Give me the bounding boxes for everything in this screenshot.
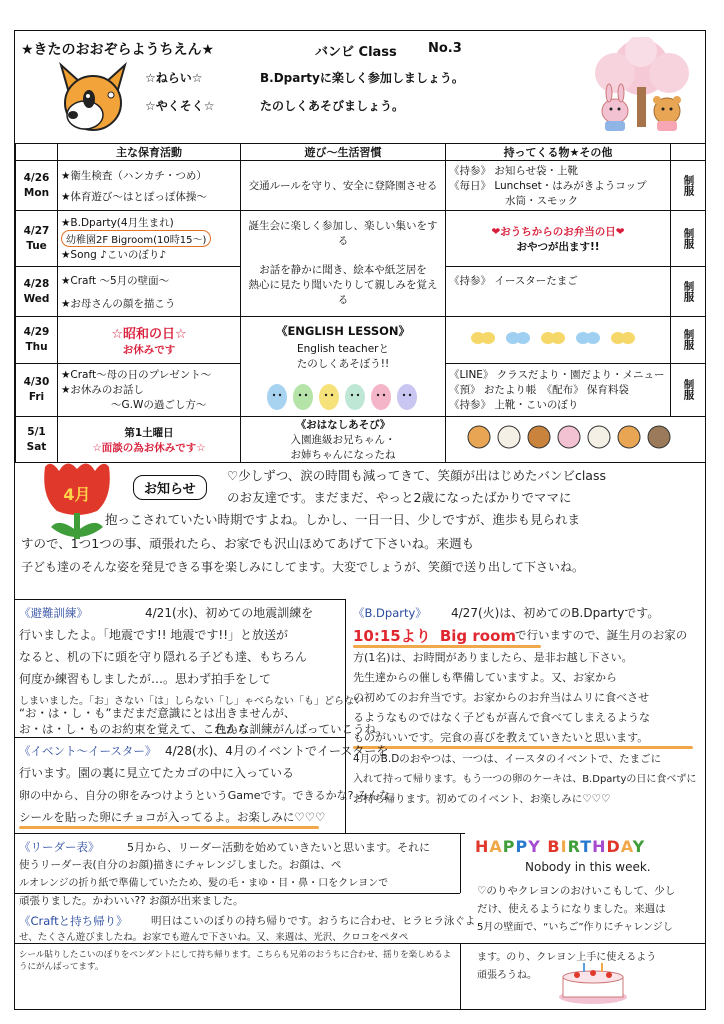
uniform-0428: 制服 <box>671 267 706 317</box>
ohanashi-cell: 《おはなしあそび》 入園進級お兄ちゃん・ お姉ちゃんになったね <box>241 417 446 463</box>
intro-line-4: すので、1つ1つの事、頑張れたら、お家でも沢山ほめてあげて下さいね。来週も <box>21 536 475 551</box>
notice-title: お知らせ <box>133 475 207 500</box>
highlight-underline <box>353 645 541 648</box>
craft-line: 明日はこいのぼりの持ち帰りです。おうちに合わせ、ヒラヒラ泳ぐよ <box>151 915 476 927</box>
reader-line: ルオレンジの折り紙で準備していたため、髪の毛・まゆ・目・鼻・口をクレヨンで <box>19 878 389 889</box>
school-title: ★きたのおおぞらようちえん★ <box>21 42 215 58</box>
drill-line: お・は・し・ものお約束を覚えて、これから <box>19 722 249 736</box>
event-tag: 《イベント～イースター》 <box>19 744 157 758</box>
month-badge: 4月 <box>63 485 91 504</box>
birthday-line: ♡のりやクレヨンのおけいこもして、少し <box>477 885 676 897</box>
birthday-line: 頑張ろうね。 <box>477 970 537 981</box>
english-lesson-cell: 《ENGLISH LESSON》 English teacherと たのしくあそぼう!! <box>241 317 446 417</box>
bd-line: るようなものではなく子どもが喜んで食べてしまえるような <box>353 711 650 724</box>
birthday-line: 5月の壁面で、“いちご”作りにチャレンジし <box>477 922 673 933</box>
craft-tag: 《Craftと持ち帰り》 <box>19 914 128 928</box>
event-line: 行います。園の裏に見立てたカゴの中に入っている <box>19 766 295 780</box>
birthday-cake-icon <box>553 959 633 1005</box>
uniform-0427: 制服 <box>671 211 706 267</box>
promise-label: ☆やくそく☆ <box>145 99 215 113</box>
drill-line: 行いましたよ。「地震です!! 地震です!!」と放送が <box>19 628 289 642</box>
drill-tag: 《避難訓練》 <box>19 606 88 620</box>
uniform-0429: 制服 <box>671 317 706 364</box>
bd-line: 方(1名)は、お時間がありましたら、是非お越し下さい。 <box>353 651 633 664</box>
day-cell-0428: 4/28 Wed <box>16 267 58 317</box>
drill-line: 4/21(水)、初めての地震訓練を <box>145 606 314 620</box>
weekly-schedule-table <box>15 143 706 463</box>
drill-line: “お・は・し・も”まだまだ意識にとは出きませんが、 <box>19 706 296 720</box>
bd-time-place <box>353 625 516 646</box>
aim-text: B.Dpartyに楽しく参加しましょう。 <box>260 71 464 85</box>
divider-line <box>460 833 461 893</box>
items-cell-0429 <box>446 317 671 364</box>
activity-cell-0428: ★Craft ～5月の壁面～ ★お母さんの顔を描こう <box>58 267 241 317</box>
day-cell-0429: 4/29 Thu <box>16 317 58 364</box>
drill-line: 色んな訓練がんばっていこうね。 <box>215 722 388 736</box>
bd-date: 4/27(火)は、初めてのB.Dpartyです。 <box>451 606 660 620</box>
bd-line: の初めてのお弁当です。お家からのお弁当はムリに食べさせ <box>353 691 650 704</box>
bd-place: Big room <box>439 627 517 645</box>
bd-tag: 《B.Dparty》 <box>353 606 427 620</box>
uniform-header-cell <box>671 144 706 161</box>
reader-line: 使うリーダー表(自分のお顔)描きにチャレンジしました。お顔は、ペ <box>19 859 342 871</box>
craft-line: シール貼りしたこいのぼりをペンダントにして持ち帰ります。こちらも兄弟のおうちに合わせ、揺りを楽しめるようにがんばってます。 <box>19 950 452 972</box>
aim-label: ☆ねらい☆ <box>145 71 203 85</box>
bd-line: 先生達からの催しも準備していますよ。又、お家から <box>353 671 617 684</box>
bd-line: お持ち帰ります。初めてのイベント、お楽しみに♡♡♡ <box>353 793 611 805</box>
highlight-underline <box>353 746 693 749</box>
play-cell-1: 交通ルールを守り、安全に登降園させる <box>241 161 446 211</box>
header-play: 遊び～生活習慣 <box>241 144 446 161</box>
deer-mascot-icon <box>55 57 131 139</box>
items-cell-0426: 《持参》 お知らせ袋・上靴 《毎日》 Lunchset・はみがきようコップ 水筒・スモック <box>446 161 671 211</box>
divider-line <box>15 833 465 834</box>
drill-line: なると、机の下に頭を守り隠れる子ども達、もちろん <box>19 650 308 664</box>
items-cell-0428: 《持参》 イースターたまご <box>446 267 671 317</box>
class-name: バンビ Class <box>315 45 397 60</box>
birthday-line: ます。のり、クレヨン上手に使えるよう <box>477 952 657 963</box>
divider-line <box>15 599 345 600</box>
reader-line: 5月から、リーダー活動を始めていきたいと思います。それに <box>127 841 431 854</box>
birthday-nobody: Nobody in this week. <box>525 860 651 874</box>
activity-cell-0427: ★B.Dparty(4月生まれ) 幼稚園2F Bigroom(10時15～) ★Song ♪こいのぼり♪ <box>58 211 241 267</box>
craft-line: せ、たくさん遊びましたね。お家でも遊んで下さいね。又、来週は、光沢、クロコをペタペ <box>19 932 409 943</box>
event-line: 卵の中から、自分の卵をみつけようというGameです。できるかな? みんな。 <box>19 789 401 802</box>
activity-cell-0430: ★Craft～母の日のプレゼント～ ★お休みのお話し ～G.Wの過ごし方～ <box>58 363 241 416</box>
day-cell-0501: 5/1 Sat <box>16 417 58 463</box>
bd-time: 10:15より <box>353 627 431 645</box>
activity-cell-0426: ★衛生検査（ハンカチ・つめ） ★体育遊び～はとぽっぽ体操～ <box>58 161 241 211</box>
promise-text: たのしくあそびましょう。 <box>260 99 405 113</box>
event-line: 4/28(水)、4月のイベントでイースターを <box>165 744 389 758</box>
birthday-box <box>475 837 699 874</box>
highlight-underline <box>19 826 319 829</box>
intro-line-5: 子ども達のそんな姿を発見できる事を楽しみにしてます。大変でしょうが、笑顔で送り出して下さいね。 <box>21 560 585 574</box>
play-cell-2: 誕生会に楽しく参加し、楽しい集いをする お話を静かに聞き、絵本や紙芝居を 熱心に見たり聞いたりして親しみを覚える <box>241 211 446 317</box>
bigroom-time-pill: 幼稚園2F Bigroom(10時15～) <box>61 230 211 247</box>
reader-line: 頑張りました。かわいい?? お顔が出来ました。 <box>19 895 244 907</box>
intro-line-1: ♡少しずつ、涙の時間も減ってきて、笑顔が出はじめたバンビclass <box>227 468 606 483</box>
activity-cell-0501: 第1土曜日 ☆面談の為お休みです☆ <box>58 417 241 463</box>
divider-line <box>460 943 461 1009</box>
butterflies-icon <box>458 327 658 349</box>
bd-line: 入れて持って帰ります。もう一つの卵のケーキは、B.Dpartyの日に食べずに <box>353 774 697 785</box>
birthday-line: だけ、使えるようになりました。来週は <box>477 903 666 915</box>
header-items: 持ってくる物★その他 <box>446 144 671 161</box>
uniform-0426: 制服 <box>671 161 706 211</box>
intro-line-3: 抱っこされていたい時期ですよね。しかし、一日一日、少しですが、進歩も見られま <box>105 512 581 527</box>
day-cell-0426: 4/26 Mon <box>16 161 58 211</box>
corner-cell <box>16 144 58 161</box>
tulip-month-icon <box>37 457 117 547</box>
bd-line: で行いますので、誕生月のお家の <box>515 628 688 642</box>
birthday-title: HAPPY BIRTHDAY <box>475 837 646 856</box>
intro-line-2: のお友達です。まだまだ、やっと2歳になったばかりでママに <box>227 490 572 505</box>
items-cell-0430: 《LINE》 クラスだより・園だより・メニュー 《預》 おたより帳 《配布》 保育料袋 《持参》 上靴・こいのぼり <box>446 363 671 416</box>
issue-number: No.3 <box>428 41 462 56</box>
header-activities: 主な保育活動 <box>58 144 241 161</box>
items-cell-0427: ❤おうちからのお弁当の日❤ おやつが出ます!! <box>446 211 671 267</box>
drill-line: 何度か練習もしましたが…。思わず拍手をして <box>19 672 272 686</box>
activity-cell-0429: ☆昭和の日☆ お休みです <box>58 317 241 364</box>
drill-line: しまいました。「お」さない「は」しらない「し」ゃべらない「も」どらない <box>19 696 364 707</box>
sakura-tree-animals-icon <box>585 37 697 137</box>
newsletter-page <box>14 30 706 1010</box>
day-cell-0430: 4/30 Fri <box>16 363 58 416</box>
bd-line: 4月のB.Dのおやつは、一つは、イースタのイベントで、たまごに <box>353 753 662 765</box>
reader-tag: 《リーダー表》 <box>19 840 100 854</box>
uniform-0430: 制服 <box>671 363 706 416</box>
notice-section <box>15 449 705 1009</box>
day-cell-0427: 4/27 Tue <box>16 211 58 267</box>
bd-line: ものがいいです。完食の喜びを教えていきたいと思います。 <box>353 731 649 744</box>
easter-eggs-icon <box>263 377 423 413</box>
event-line: シールを貼った卵にチョコが入ってるよ。お楽しみに♡♡♡ <box>19 810 326 824</box>
